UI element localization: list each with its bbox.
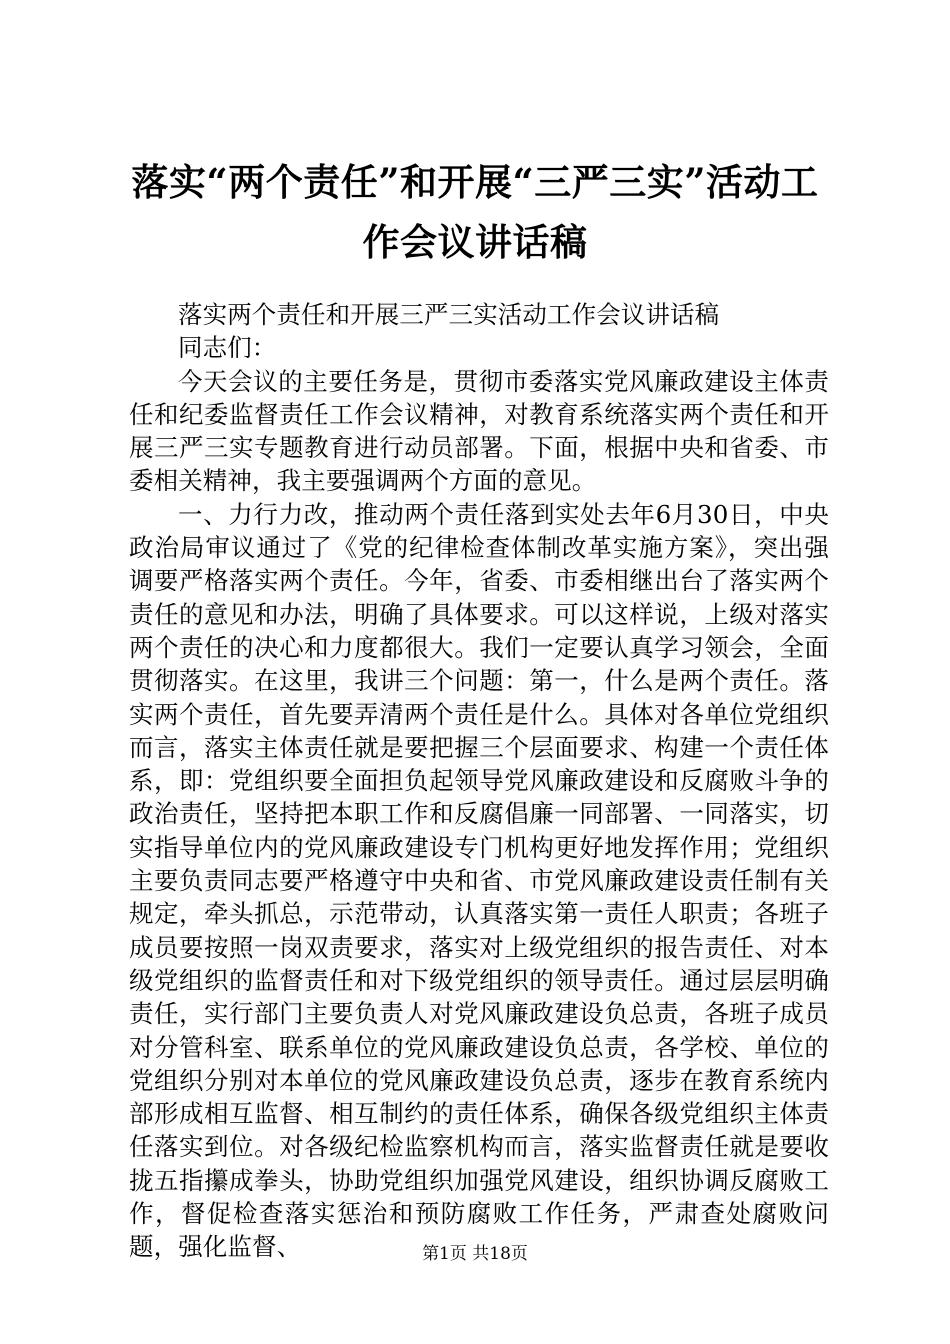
section-one-paragraph: 一、力行力改，推动两个责任落到实处去年6月30日，中央政治局审议通过了《党的纪律检查体制改革实施方案》，突出强调要严格落实两个责任。今年，省委、市委相继出台了落实两个责任的意见和办法，明确了具体要求。可以这样说，上级对落实两个责任的决心和力度都很大。我们一定要认真学习领会，全面贯彻落实。在这里，我讲三个问题：第一，什么是两个责任。落实两个责任，首先要弄清两个责任是什么。具体对各单位党组织而言，落实主体责任就是要把握三个层面要求、构建一个责任体系，即：党组织要全面担负起领导党风廉政建设和反腐败斗争的政治责任，坚持把本职工作和反腐倡廉一同部署、一同落实，切实指导单位内的党风廉政建设专门机构更好地发挥作用；党组织主要负责同志要严格遵守中央和省、市党风廉政建设责任制有关规定，牵头抓总，示范带动，认真落实第一责任人职责；各班子成员要按照一岗双责要求，落实对上级党组织的报告责任、对本级党组织的监督责任和对下级党组织的领导责任。通过层层明确责任，实行部门主要负责人对党风廉政建设负总责，各班子成员对分管科室、联系单位的党风廉政建设负总责，各学校、单位的党组织分别对本单位的党风廉政建设负总责，逐步在教育系统内部形成相互监督、相互制约的责任体系，确保各级党组织主体责任落实到位。对各级纪检监察机构而言，落实监督责任就是要收拢五指攥成拳头，协助党组织加强党风建设，组织协调反腐败工作，督促检查落实惩治和预防腐败工作任务，严肃查处腐败问题，强化监督、 <box>129 499 829 1262</box>
document-body <box>129 298 829 1264</box>
salutation-paragraph: 同志们： <box>178 333 277 363</box>
subtitle-paragraph: 落实两个责任和开展三严三实活动工作会议讲话稿 <box>178 300 720 329</box>
document-title-line-2: 作会议讲话稿 <box>362 220 588 264</box>
document-title-line-1: 落实“两个责任”和开展“三严三实”活动工 <box>131 160 819 204</box>
intro-paragraph: 今天会议的主要任务是，贯彻市委落实党风廉政建设主体责任和纪委监督责任工作会议精神，对教育系统落实两个责任和开展三严三实专题教育进行动员部署。下面，根据中央和省委、市委相关精神，我主要强调两个方面的意见。 <box>129 366 829 496</box>
page-indicator: 第1页 共18页 <box>422 1244 528 1264</box>
